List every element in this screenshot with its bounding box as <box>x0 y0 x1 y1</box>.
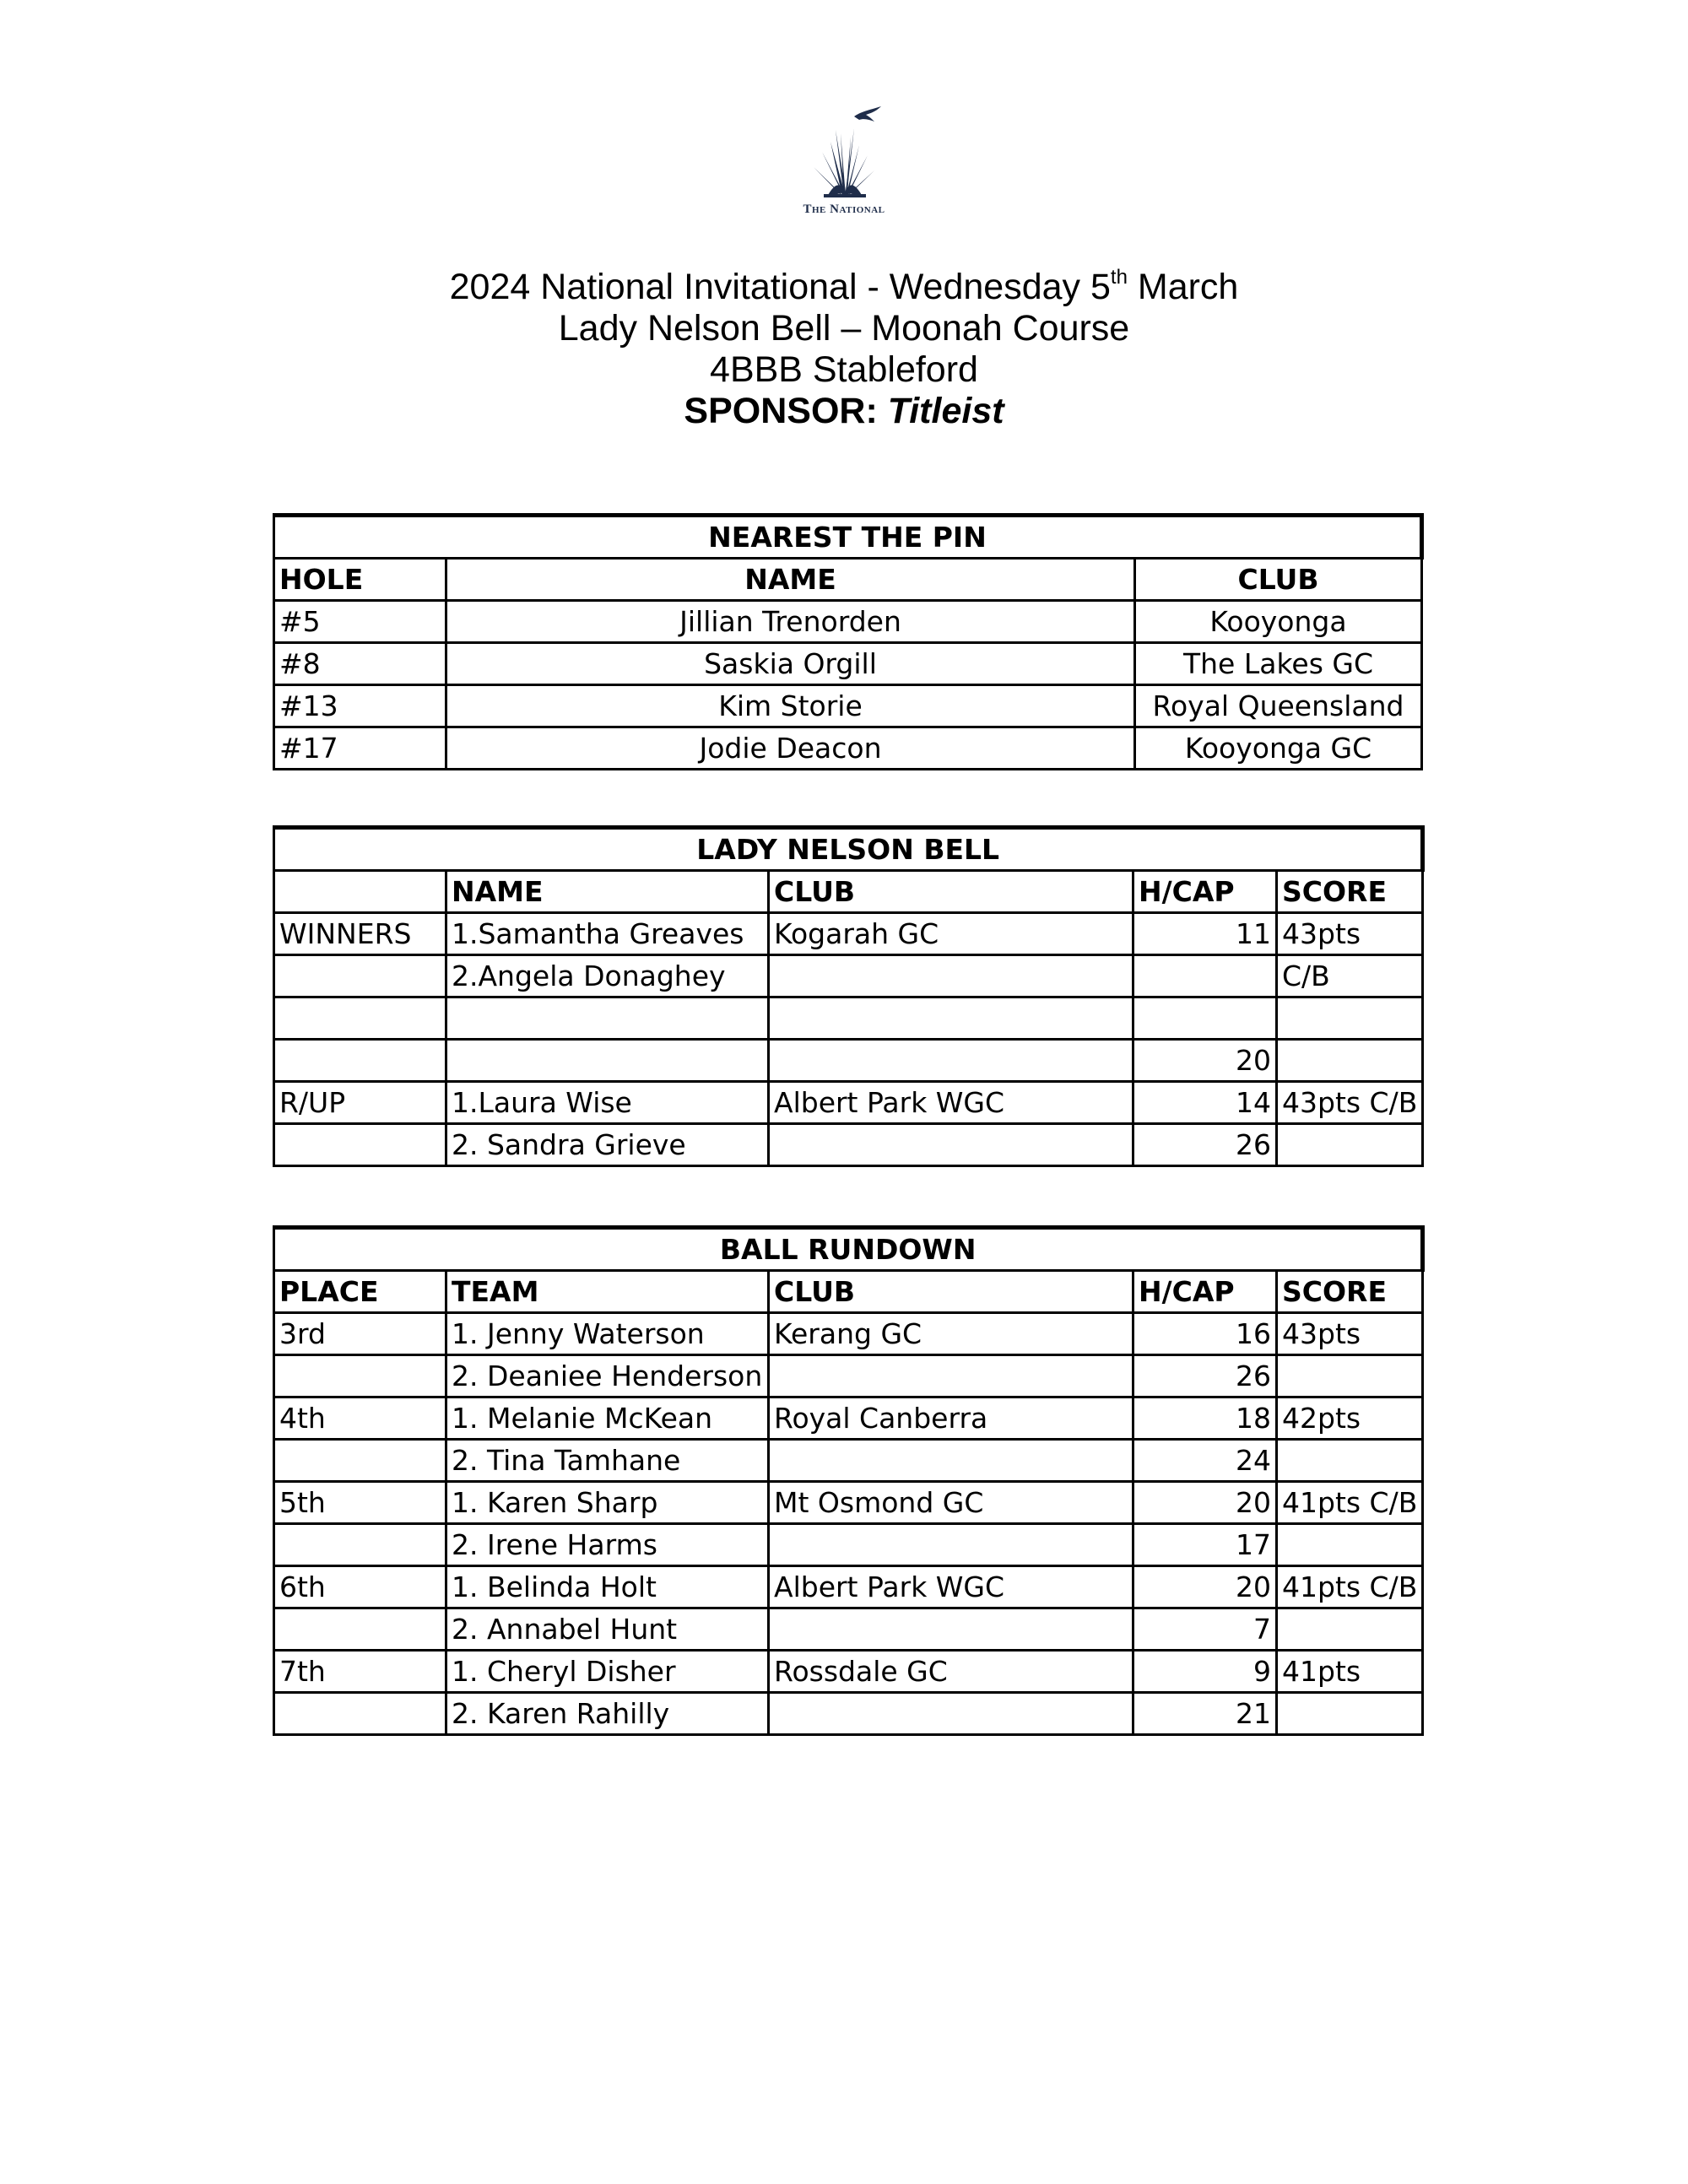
cell-place: 7th <box>274 1651 446 1693</box>
table-row <box>274 1397 1423 1440</box>
cell-hcap <box>1133 955 1277 997</box>
cell-name: 1.Samantha Greaves <box>446 913 769 955</box>
cell-hcap: 20 <box>1133 1482 1277 1524</box>
table-row <box>274 601 1422 643</box>
cell-score <box>1277 997 1423 1040</box>
cell-hcap: 16 <box>1133 1313 1277 1355</box>
table-title-row <box>274 516 1422 559</box>
table-header-row <box>274 871 1423 913</box>
cell-name: 2. Sandra Grieve <box>446 1124 769 1166</box>
table-row <box>274 1124 1423 1166</box>
table-row <box>274 913 1423 955</box>
cell-label: WINNERS <box>274 913 446 955</box>
cell-label <box>274 955 446 997</box>
cell-club <box>769 997 1133 1040</box>
cell-name: Jodie Deacon <box>446 727 1135 770</box>
cell-club: Kerang GC <box>769 1313 1133 1355</box>
event-format: 4BBB Stableford <box>710 349 978 390</box>
table-row <box>274 643 1422 685</box>
cell-score: 43pts <box>1277 913 1423 955</box>
cell-club: Royal Queensland <box>1135 685 1422 727</box>
cell-label <box>274 997 446 1040</box>
header-club: CLUB <box>769 871 1133 913</box>
cell-score <box>1277 1440 1423 1482</box>
cell-name <box>446 997 769 1040</box>
cell-label <box>274 1040 446 1082</box>
cell-hole: #13 <box>274 685 446 727</box>
cell-club: Mt Osmond GC <box>769 1482 1133 1524</box>
cell-name: 2.Angela Donaghey <box>446 955 769 997</box>
cell-name: Kim Storie <box>446 685 1135 727</box>
header-club: CLUB <box>1135 559 1422 601</box>
cell-club <box>769 1693 1133 1735</box>
cell-club <box>769 1124 1133 1166</box>
cell-place: 3rd <box>274 1313 446 1355</box>
cell-score <box>1277 1693 1423 1735</box>
cell-club <box>769 1524 1133 1566</box>
cell-score <box>1277 1524 1423 1566</box>
header-place: PLACE <box>274 1271 446 1313</box>
cell-score: 41pts <box>1277 1651 1423 1693</box>
cell-hole: #8 <box>274 643 446 685</box>
lady-nelson-bell-table <box>273 825 1425 1167</box>
cell-hcap: 7 <box>1133 1608 1277 1651</box>
table-row <box>274 955 1423 997</box>
table-title-row <box>274 1228 1423 1271</box>
cell-hcap: 9 <box>1133 1651 1277 1693</box>
table-title: LADY NELSON BELL <box>274 828 1423 871</box>
header-name: NAME <box>446 871 769 913</box>
nearest-the-pin-table <box>273 513 1424 770</box>
table-row <box>274 1651 1423 1693</box>
cell-place: 4th <box>274 1397 446 1440</box>
cell-hcap: 24 <box>1133 1440 1277 1482</box>
cell-place <box>274 1355 446 1397</box>
cell-club <box>769 1608 1133 1651</box>
cell-score: 43pts C/B <box>1277 1082 1423 1124</box>
table-row <box>274 1524 1423 1566</box>
table-row <box>274 1482 1423 1524</box>
table-row <box>274 1440 1423 1482</box>
cell-score <box>1277 1355 1423 1397</box>
cell-club: Kogarah GC <box>769 913 1133 955</box>
cell-team: 1. Cheryl Disher <box>446 1651 769 1693</box>
cell-team: 1. Karen Sharp <box>446 1482 769 1524</box>
cell-name <box>446 1040 769 1082</box>
cell-score: C/B <box>1277 955 1423 997</box>
event-subtitle: Lady Nelson Bell – Moonah Course <box>558 308 1130 349</box>
header-hcap: H/CAP <box>1133 871 1277 913</box>
the-national-logo <box>776 100 912 235</box>
table-row <box>274 1566 1423 1608</box>
table-row <box>274 1040 1423 1082</box>
header-hole: HOLE <box>274 559 446 601</box>
cell-hcap: 17 <box>1133 1524 1277 1566</box>
ball-rundown-table <box>273 1225 1425 1736</box>
cell-place <box>274 1440 446 1482</box>
cell-score: 43pts <box>1277 1313 1423 1355</box>
cell-score <box>1277 1040 1423 1082</box>
cell-club: Royal Canberra <box>769 1397 1133 1440</box>
cell-place <box>274 1524 446 1566</box>
table-row <box>274 1355 1423 1397</box>
sponsor-line: SPONSOR: Titleist <box>684 391 1004 431</box>
cell-club: Rossdale GC <box>769 1651 1133 1693</box>
cell-label: R/UP <box>274 1082 446 1124</box>
table-row <box>274 1608 1423 1651</box>
table-row <box>274 997 1423 1040</box>
cell-name: 1.Laura Wise <box>446 1082 769 1124</box>
cell-hcap: 11 <box>1133 913 1277 955</box>
header-name: NAME <box>446 559 1135 601</box>
cell-club <box>769 1440 1133 1482</box>
cell-label <box>274 1124 446 1166</box>
cell-score: 41pts C/B <box>1277 1482 1423 1524</box>
cell-place: 6th <box>274 1566 446 1608</box>
table-header-row <box>274 1271 1423 1313</box>
cell-team: 2. Karen Rahilly <box>446 1693 769 1735</box>
cell-club <box>769 1355 1133 1397</box>
cell-place: 5th <box>274 1482 446 1524</box>
table-title: NEAREST THE PIN <box>274 516 1422 559</box>
header-hcap: H/CAP <box>1133 1271 1277 1313</box>
cell-score <box>1277 1124 1423 1166</box>
cell-hcap: 14 <box>1133 1082 1277 1124</box>
header-team: TEAM <box>446 1271 769 1313</box>
cell-club <box>769 1040 1133 1082</box>
cell-hcap: 26 <box>1133 1124 1277 1166</box>
cell-club: Kooyonga <box>1135 601 1422 643</box>
cell-team: 2. Irene Harms <box>446 1524 769 1566</box>
cell-hcap: 21 <box>1133 1693 1277 1735</box>
cell-team: 1. Jenny Waterson <box>446 1313 769 1355</box>
cell-hcap: 20 <box>1133 1040 1277 1082</box>
table-row <box>274 727 1422 770</box>
cell-club: Albert Park WGC <box>769 1566 1133 1608</box>
cell-place <box>274 1693 446 1735</box>
header-score: SCORE <box>1277 871 1423 913</box>
cell-score: 41pts C/B <box>1277 1566 1423 1608</box>
cell-club: Kooyonga GC <box>1135 727 1422 770</box>
cell-team: 1. Belinda Holt <box>446 1566 769 1608</box>
header-label <box>274 871 446 913</box>
cell-hole: #5 <box>274 601 446 643</box>
cell-team: 1. Melanie McKean <box>446 1397 769 1440</box>
cell-place <box>274 1608 446 1651</box>
grass-bird-logo-icon <box>793 100 895 201</box>
document-heading <box>0 267 1688 432</box>
table-row <box>274 1693 1423 1735</box>
header-score: SCORE <box>1277 1271 1423 1313</box>
cell-hcap: 20 <box>1133 1566 1277 1608</box>
table-row <box>274 1082 1423 1124</box>
cell-team: 2. Deaniee Henderson <box>446 1355 769 1397</box>
table-row <box>274 685 1422 727</box>
table-title: BALL RUNDOWN <box>274 1228 1423 1271</box>
cell-club <box>769 955 1133 997</box>
cell-club: The Lakes GC <box>1135 643 1422 685</box>
header-club: CLUB <box>769 1271 1133 1313</box>
cell-score: 42pts <box>1277 1397 1423 1440</box>
event-title: 2024 National Invitational - Wednesday 5th March <box>449 266 1239 307</box>
cell-name: Jillian Trenorden <box>446 601 1135 643</box>
cell-score <box>1277 1608 1423 1651</box>
cell-name: Saskia Orgill <box>446 643 1135 685</box>
sponsor-name: Titleist <box>887 391 1004 431</box>
cell-hcap <box>1133 997 1277 1040</box>
table-header-row <box>274 559 1422 601</box>
cell-club: Albert Park WGC <box>769 1082 1133 1124</box>
cell-team: 2. Tina Tamhane <box>446 1440 769 1482</box>
table-title-row <box>274 828 1423 871</box>
cell-hcap: 18 <box>1133 1397 1277 1440</box>
cell-team: 2. Annabel Hunt <box>446 1608 769 1651</box>
cell-hole: #17 <box>274 727 446 770</box>
logo-wordmark: THE NATIONAL <box>803 203 885 216</box>
table-row <box>274 1313 1423 1355</box>
cell-hcap: 26 <box>1133 1355 1277 1397</box>
